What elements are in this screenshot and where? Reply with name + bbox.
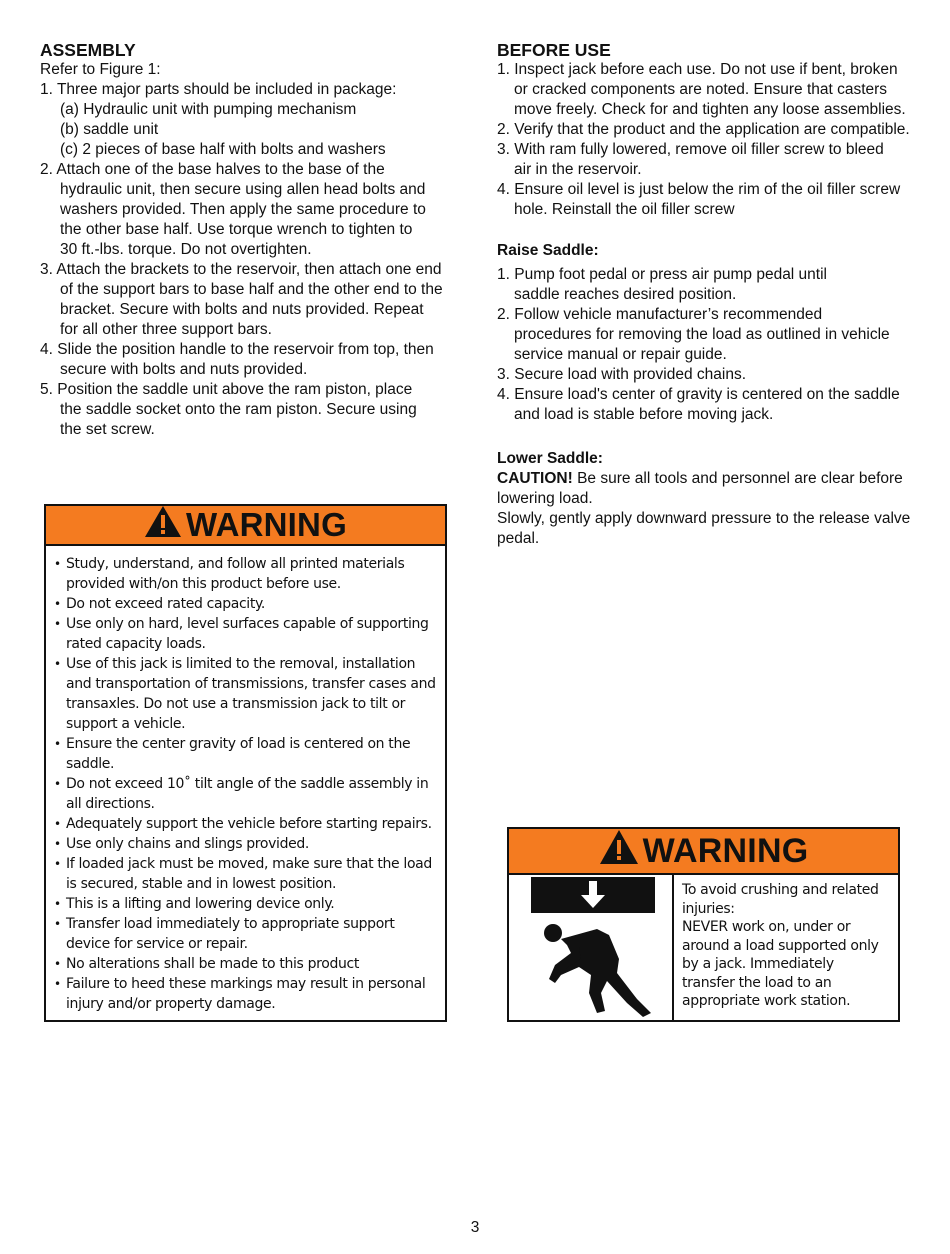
- warning-item: • Do not exceed 10˚ tilt angle of the saddle assembly in all directions.: [54, 774, 439, 814]
- warning-item: • If loaded jack must be moved, make sure that the load is secured, stable and in lowest position.: [54, 854, 439, 894]
- assembly-line: (c) 2 pieces of base half with bolts and washers: [60, 141, 386, 158]
- before-use-line: 4. Ensure oil level is just below the rim of the oil filler screw: [497, 181, 901, 198]
- lower-saddle-heading: Lower Saddle:: [497, 450, 603, 467]
- assembly-line: 1. Three major parts should be included in package:: [40, 81, 397, 98]
- assembly-line: (b) saddle unit: [60, 121, 159, 138]
- assembly-heading: ASSEMBLY: [40, 40, 136, 60]
- assembly-line: 4. Slide the position handle to the reservoir from top, then: [40, 341, 434, 358]
- before-use-line: 1. Inspect jack before each use. Do not use if bent, broken: [497, 61, 898, 78]
- warning-header: [509, 829, 898, 875]
- assembly-line: 2. Attach one of the base halves to the base of the: [40, 161, 385, 178]
- raise-saddle-line: saddle reaches desired position.: [514, 286, 737, 303]
- caution-label: CAUTION!: [497, 470, 573, 487]
- before-use-heading: BEFORE USE: [497, 40, 611, 60]
- crush-warning-line: To avoid crushing and related: [682, 882, 879, 898]
- assembly-line: secure with bolts and nuts provided.: [60, 361, 308, 378]
- warning-item: • Use only on hard, level surfaces capable of supporting rated capacity loads.: [54, 614, 439, 654]
- raise-saddle-line: 1. Pump foot pedal or press air pump pedal until: [497, 266, 827, 283]
- lower-saddle-line: pedal.: [497, 530, 540, 547]
- raise-saddle-line: 3. Secure load with provided chains.: [497, 366, 747, 383]
- warning-item: • Use only chains and slings provided.: [54, 834, 439, 854]
- caution-text: Be sure all tools and personnel are clear before: [572, 470, 903, 487]
- assembly-line: washers provided. Then apply the same procedure to: [60, 201, 426, 218]
- warning-title: WARNING: [642, 831, 809, 870]
- before-use-line: move freely. Check for and tighten any loose assemblies.: [514, 101, 906, 118]
- warning-title: WARNING: [186, 506, 347, 543]
- raise-saddle-line: 2. Follow vehicle manufacturer’s recommended: [497, 306, 823, 323]
- assembly-line: (a) Hydraulic unit with pumping mechanism: [60, 101, 357, 118]
- warning-item: • Study, understand, and follow all printed materials provided with/on this product before use.: [54, 554, 439, 594]
- warning-header: [46, 506, 445, 546]
- crush-warning-line: transfer the load to an: [682, 974, 832, 991]
- raise-saddle-line: and load is stable before moving jack.: [514, 406, 774, 423]
- crush-warning-body: [509, 875, 898, 1022]
- raise-saddle-line: procedures for removing the load as outlined in vehicle: [514, 326, 890, 343]
- assembly-line: bracket. Secure with bolts and nuts provided. Repeat: [60, 301, 424, 318]
- before-use-line: hole. Reinstall the oil filler screw: [514, 201, 735, 218]
- lower-saddle-caution: [497, 469, 927, 489]
- assembly-line: the saddle socket onto the ram piston. Secure using: [60, 401, 417, 418]
- warning-item: • Adequately support the vehicle before starting repairs.: [54, 814, 439, 834]
- assembly-line: for all other three support bars.: [60, 321, 272, 338]
- warning-item: • No alterations shall be made to this product: [54, 954, 439, 974]
- lower-saddle-line: lowering load.: [497, 490, 593, 507]
- lower-saddle-line: Slowly, gently apply downward pressure to the release valve: [497, 510, 911, 527]
- warning-triangle-icon: [599, 829, 639, 874]
- raise-saddle-line: service manual or repair guide.: [514, 346, 727, 363]
- assembly-line: of the support bars to base half and the other end to the: [60, 281, 443, 298]
- raise-saddle-heading: Raise Saddle:: [497, 242, 599, 259]
- assembly-line: 3. Attach the brackets to the reservoir, then attach one end: [40, 261, 442, 278]
- page-number: 3: [470, 1219, 480, 1236]
- crush-warning-line: appropriate work station.: [682, 993, 851, 1009]
- before-use-line: 2. Verify that the product and the application are compatible.: [497, 121, 910, 138]
- crush-hazard-pictogram-icon: [509, 875, 674, 1022]
- assembly-line: the set screw.: [60, 421, 155, 438]
- warning-item: • This is a lifting and lowering device only.: [54, 894, 439, 914]
- assembly-line: 5. Position the saddle unit above the ram piston, place: [40, 381, 413, 398]
- crush-warning-line: injuries:: [682, 900, 735, 917]
- assembly-section: [40, 40, 468, 440]
- crush-warning-line: by a jack. Immediately: [682, 956, 834, 972]
- before-use-line: 3. With ram fully lowered, remove oil filler screw to bleed: [497, 141, 884, 158]
- crush-warning-box: [507, 827, 900, 1022]
- assembly-line: 30 ft.-lbs. torque. Do not overtighten.: [60, 241, 312, 258]
- general-warning-box: [44, 504, 447, 1022]
- warning-item: • Ensure the center gravity of load is centered on the saddle.: [54, 734, 439, 774]
- before-use-line: or cracked components are noted. Ensure that casters: [514, 81, 888, 98]
- operation-section: [497, 40, 927, 549]
- crush-warning-text: [674, 875, 898, 1022]
- warning-item: • Failure to heed these markings may result in personal injury and/or property damage.: [54, 974, 439, 1014]
- raise-saddle-line: 4. Ensure load's center of gravity is centered on the saddle: [497, 386, 900, 403]
- warning-list: [46, 546, 445, 1014]
- assembly-line: the other base half. Use torque wrench to tighten to: [60, 221, 413, 238]
- warning-item: • Use of this jack is limited to the removal, installation and transportation of transmissions, transfer cases and transaxles. Do not use a transmission jack to tilt or support a vehicle.: [54, 654, 439, 734]
- assembly-line: hydraulic unit, then secure using allen head bolts and: [60, 181, 426, 198]
- warning-triangle-icon: [144, 505, 182, 546]
- warning-item: • Transfer load immediately to appropriate support device for service or repair.: [54, 914, 439, 954]
- crush-warning-line: NEVER work on, under or: [682, 919, 851, 935]
- warning-item: • Do not exceed rated capacity.: [54, 594, 439, 614]
- before-use-line: air in the reservoir.: [514, 161, 642, 178]
- assembly-line: Refer to Figure 1:: [40, 61, 161, 78]
- crush-warning-line: around a load supported only: [682, 937, 879, 954]
